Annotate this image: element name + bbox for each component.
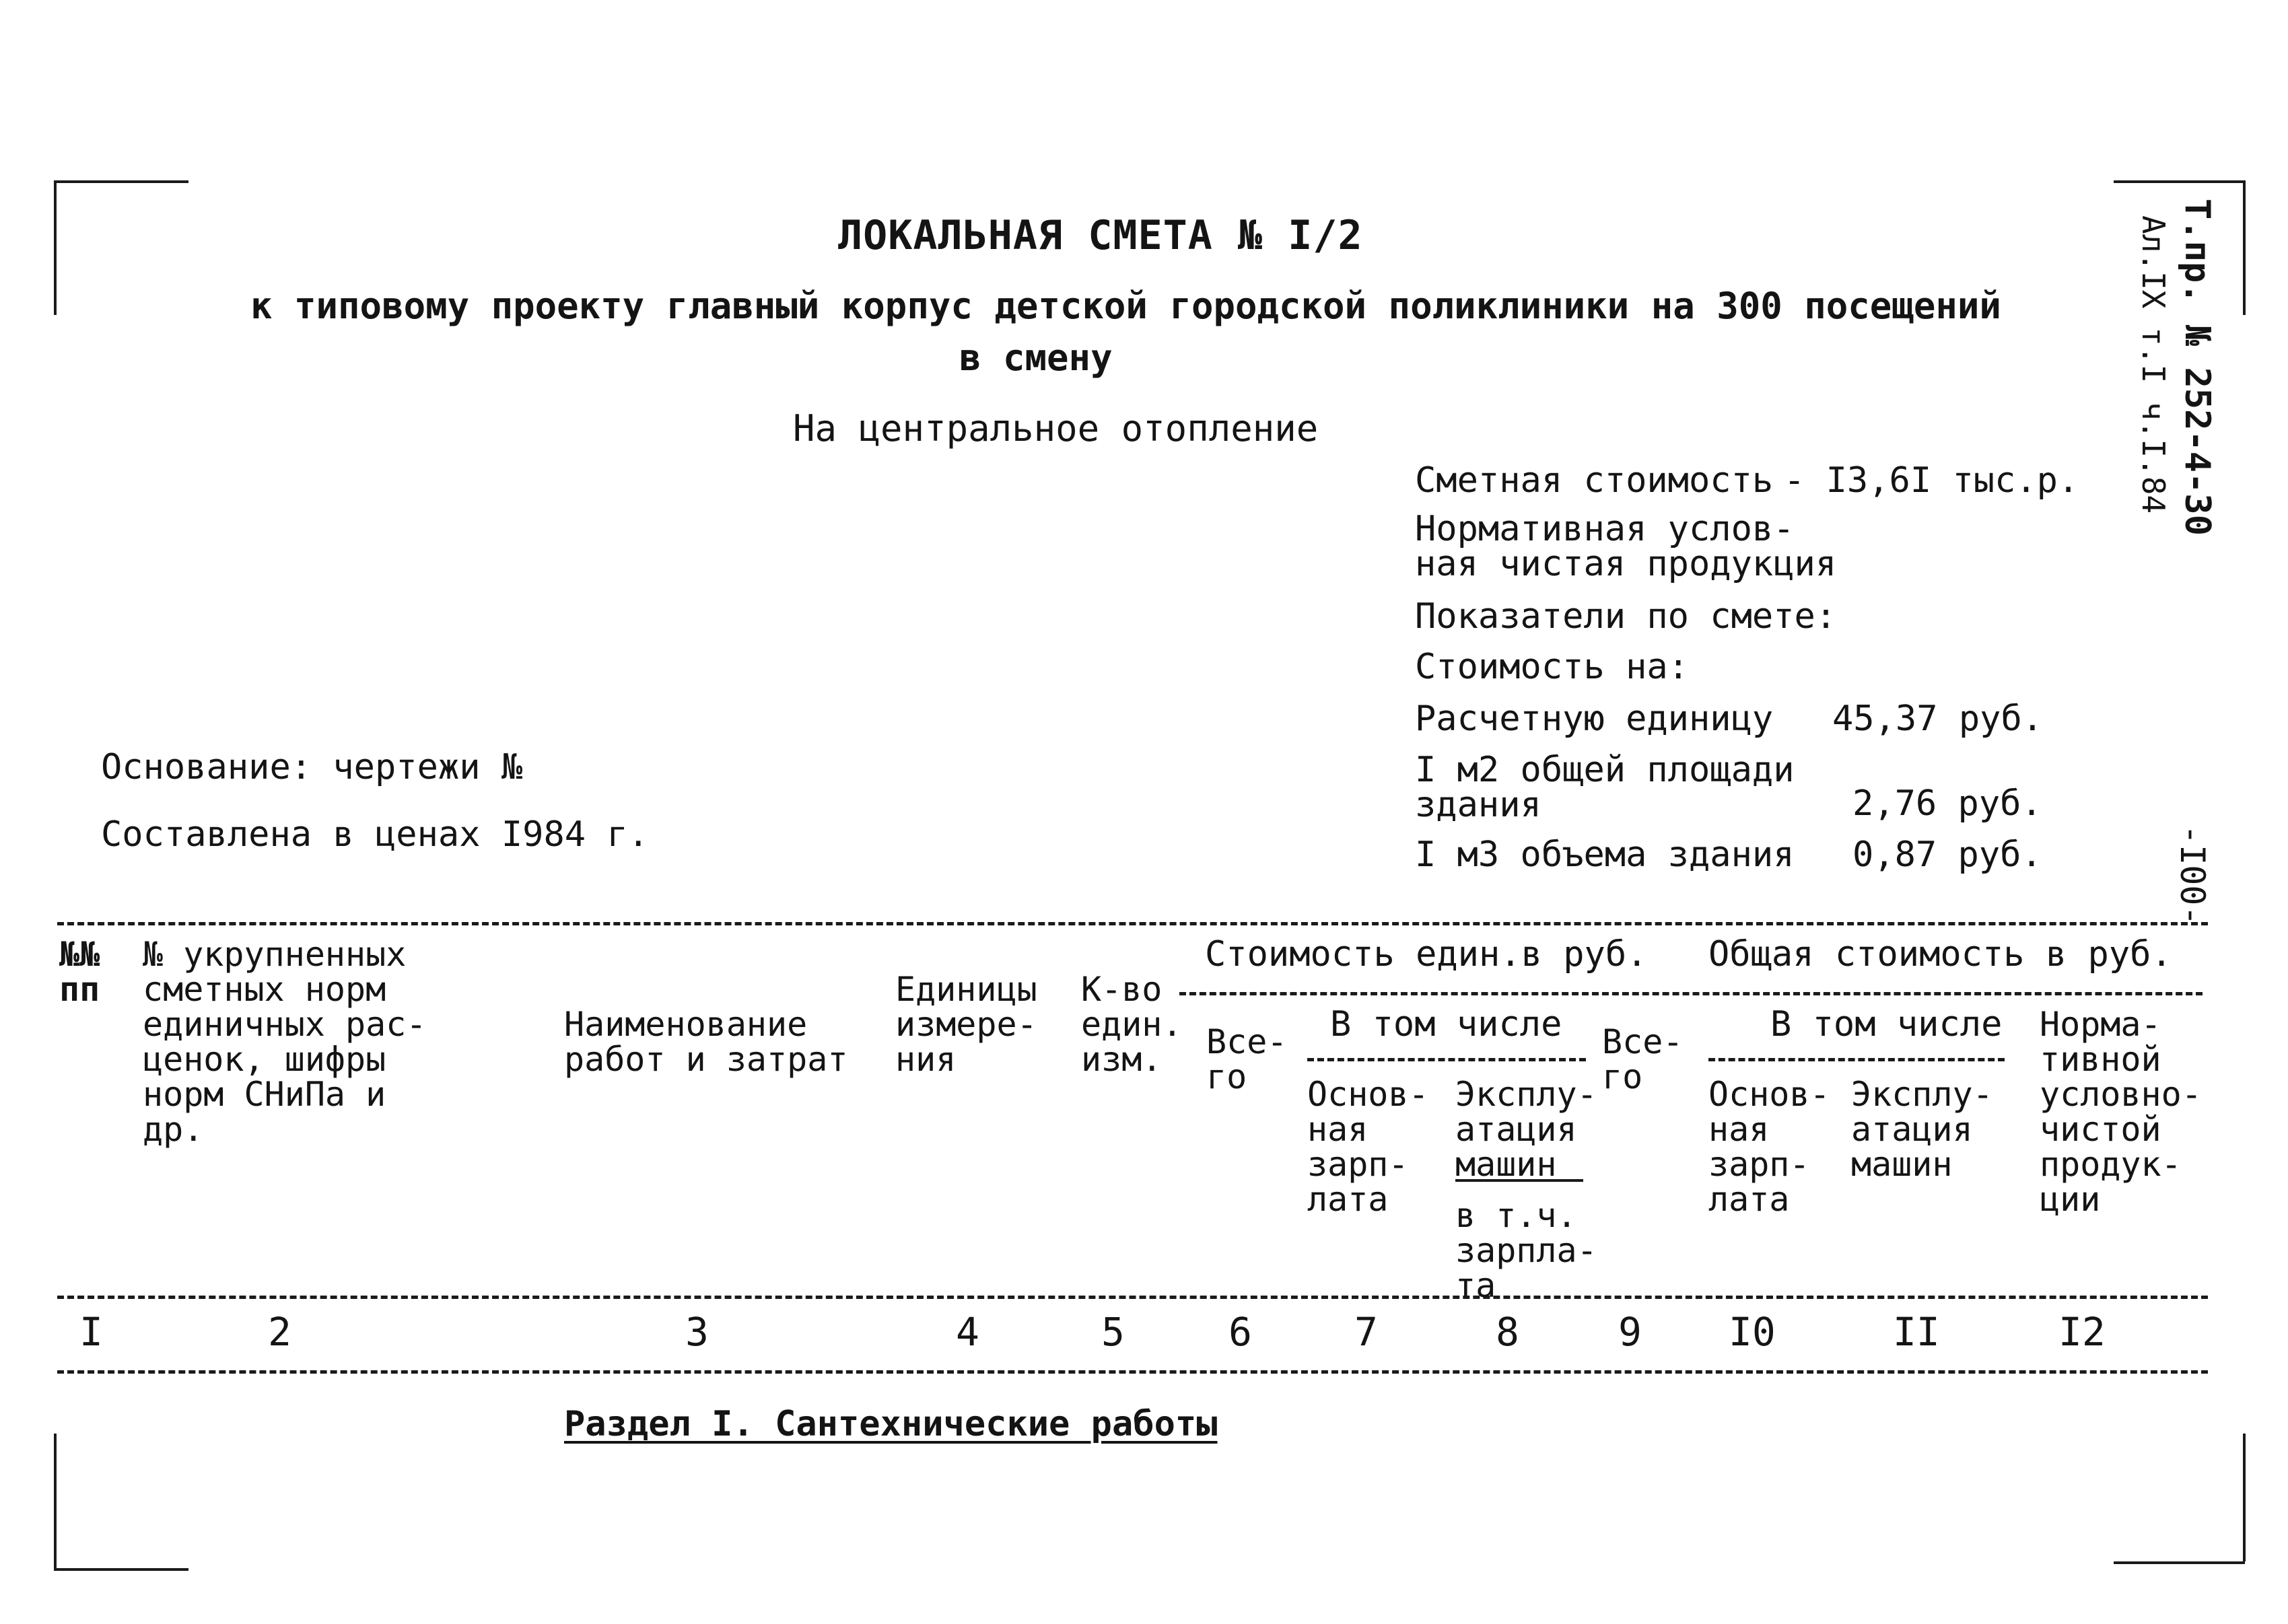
section-title: Раздел I. Сантехнические работы [564,1404,1218,1444]
indicators-label: Показатели по смете: [1415,596,1837,637]
col-header-unit-total: Все- го [1206,1022,1288,1096]
col-header-work-name: Наименование работ и затрат [564,1005,848,1079]
col-header-nucp: Норма- тивной условно- чистой продук- ции [2040,1005,2202,1219]
cost-label: Сметная стоимость [1415,460,1774,501]
incl-rule-2 [1708,1058,2005,1061]
col-header-unit-salary: Основ- ная зарп- лата [1307,1075,1429,1219]
m2-cost-label-cont: здания [1415,785,1541,825]
numbers-bottom-rule [57,1370,2208,1374]
document-subtitle: к типовому проекту главный корпус детской городской поликлиники на 300 посещений [250,285,2001,327]
col-group-total-cost: Общая стоимость в руб. [1708,934,2172,975]
cost-per-label: Стоимость на: [1415,647,1689,687]
col-number-3: 3 [685,1309,709,1355]
table-top-rule [57,922,2208,925]
corner-bottom-right-v [2243,1434,2246,1561]
corner-top-right-h [2114,180,2245,183]
nucp-label: Нормативная услов- [1415,509,1795,549]
col-number-6: 6 [1228,1309,1252,1355]
estimate-object: На центральное отопление [793,407,1319,450]
col-number-5: 5 [1101,1309,1125,1355]
col-header-unit: Единицы измере- ния [895,970,1037,1079]
corner-top-left-h [54,180,188,183]
m2-cost-label: I м2 общей площади [1415,750,1795,790]
album-stamp: Ал.IX т.I ч.I.84 [2135,215,2172,514]
corner-top-left-v [54,180,57,315]
cost-value: - I3,6I тыс.р. [1784,460,2079,501]
basis-prices: Составлена в ценах I984 г. [101,814,649,855]
corner-bottom-left-h [54,1568,188,1571]
group-rule-right [1179,992,2203,995]
col-number-10: I0 [1729,1309,1776,1355]
nucp-label-cont: ная чистая продукция [1415,544,1837,584]
col-number-9: 9 [1618,1309,1642,1355]
document-subtitle-cont: в смену [959,337,1113,379]
basis-drawings: Основание: чертежи № [101,747,523,787]
project-stamp: Т.пр. № 252-4-30 [2177,199,2217,536]
incl-rule-1 [1307,1058,1586,1061]
col-header-grand-total: Все- го [1602,1022,1684,1096]
col-group-incl-2: В том числе [1770,1004,2003,1045]
unit-cost-label: Расчетную единицу [1415,699,1774,739]
corner-top-right-v [2243,180,2246,315]
col-header-norm-code: № укрупненных сметных норм единичных рас- ценок, шифры норм СНиПа и др. [143,935,427,1149]
m2-cost-value: 2,76 руб. [1852,783,2042,824]
col-header-unit-machines-salary: в т.ч. зарпла- та [1455,1196,1597,1305]
col-header-total-salary: Основ- ная зарп- лата [1708,1075,1830,1219]
col-number-8: 8 [1496,1309,1519,1355]
col-header-unit-machines: Эксплу- атация машин [1455,1075,1597,1184]
col-header-row-number: №№ пп [59,935,100,1009]
m3-cost-value: 0,87 руб. [1852,835,2042,875]
page-number: -I00- [2173,824,2212,926]
corner-bottom-left-v [54,1434,57,1568]
m3-cost-label: I м3 объема здания [1415,835,1795,875]
col-group-unit-cost: Стоимость един.в руб. [1205,934,1648,975]
col-header-quantity: К-во един. изм. [1081,970,1183,1079]
unit-cost-value: 45,37 руб. [1832,699,2044,739]
col-number-12: I2 [2058,1309,2106,1355]
corner-bottom-right-h [2114,1561,2245,1564]
col-number-2: 2 [268,1309,291,1355]
col-number-11: II [1893,1309,1940,1355]
document-title: ЛОКАЛЬНАЯ СМЕТА № I/2 [838,212,1363,259]
col-header-total-machines: Эксплу- атация машин [1851,1075,1993,1184]
col-number-4: 4 [956,1309,979,1355]
col-group-incl-1: В том числе [1330,1004,1562,1045]
col-number-7: 7 [1354,1309,1378,1355]
header-bottom-rule [57,1296,2208,1299]
col-number-1: I [79,1309,103,1355]
